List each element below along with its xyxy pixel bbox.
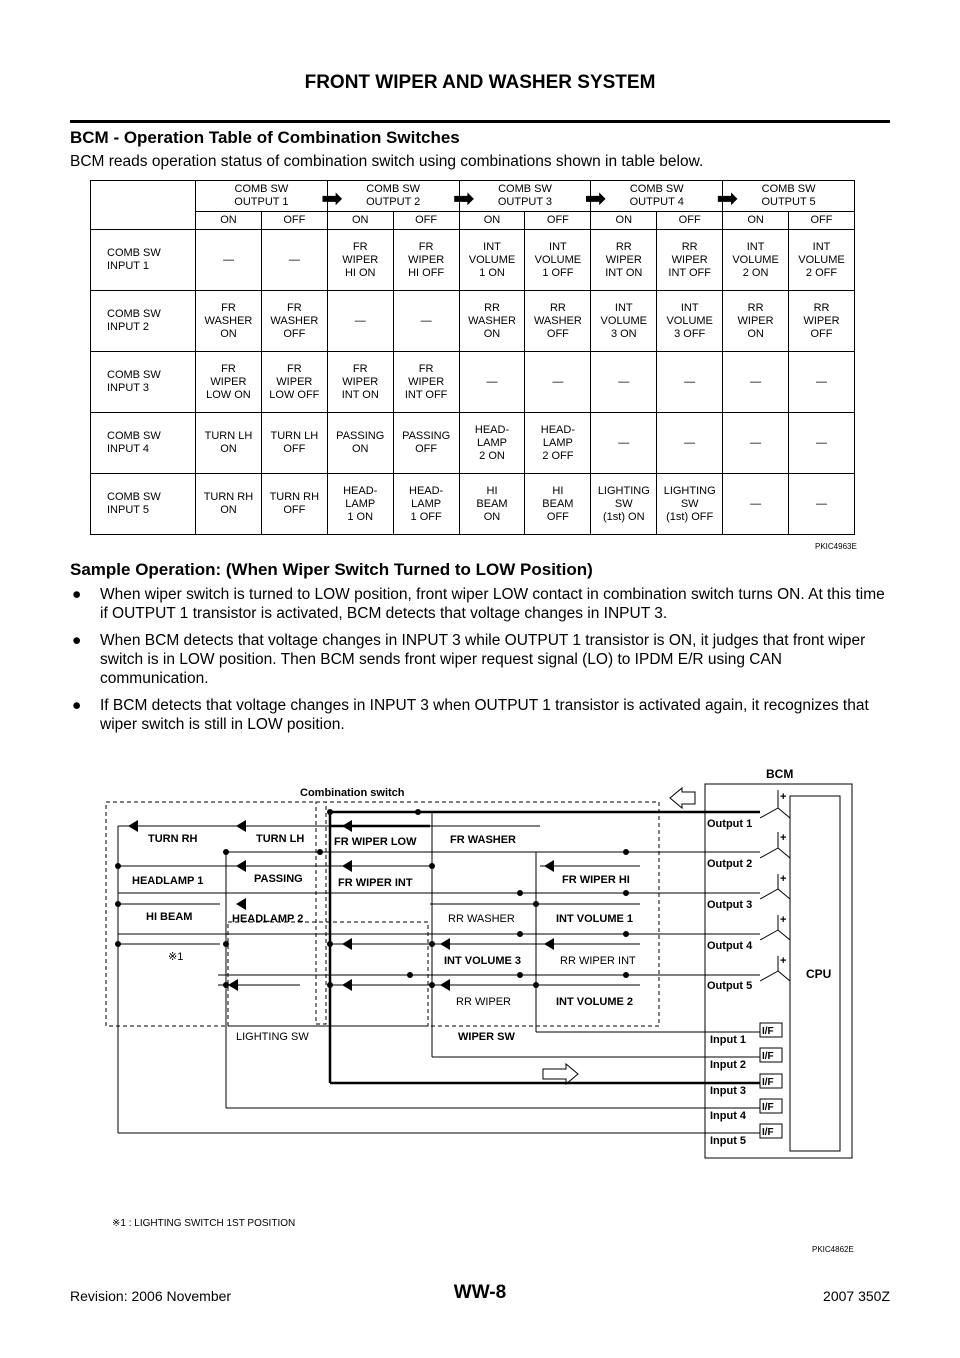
table-cell: —: [261, 230, 327, 291]
output-header-3: COMB SW OUTPUT 3 ➡: [459, 181, 591, 212]
footer-page-number: WW-8: [453, 1282, 507, 1303]
table-cell: —: [525, 352, 591, 413]
table-cell: FR WIPER INT OFF: [393, 352, 459, 413]
input-header: COMB SW INPUT 5: [91, 474, 196, 535]
table-cell: INT VOLUME 1 OFF: [525, 230, 591, 291]
state-cell: OFF: [657, 212, 723, 230]
if-label: I/F: [762, 1127, 774, 1138]
footer-model: 2007 350Z: [823, 1288, 890, 1304]
if-label: I/F: [762, 1026, 774, 1037]
input-2-label: Input 2: [710, 1059, 747, 1071]
table-cell: FR WIPER HI OFF: [393, 230, 459, 291]
table-cell: —: [591, 413, 657, 474]
input-3-label: Input 3: [710, 1085, 747, 1097]
diagram-figure-code: PKIC4862E: [812, 1245, 854, 1254]
state-cell: ON: [327, 212, 393, 230]
input-header: COMB SW INPUT 2: [91, 291, 196, 352]
if-label: I/F: [762, 1051, 774, 1062]
table-cell: FR WIPER LOW OFF: [261, 352, 327, 413]
table-cell: INT VOLUME 2 OFF: [789, 230, 855, 291]
bullet-icon: ●: [72, 632, 82, 649]
table-cell: HI BEAM ON: [459, 474, 525, 535]
table-figure-code: PKIC4963E: [815, 542, 857, 551]
page-title: FRONT WIPER AND WASHER SYSTEM: [304, 72, 656, 93]
lighting-sw-label: LIGHTING SW: [236, 1031, 309, 1043]
note-mark-label: ※1: [168, 951, 184, 963]
headlamp-1-label: HEADLAMP 1: [132, 875, 204, 887]
output-header-2: COMB SW OUTPUT 2 ➡: [327, 181, 459, 212]
arrow-icon: ➡: [452, 183, 475, 213]
state-cell: OFF: [789, 212, 855, 230]
output-1-label: Output 1: [707, 818, 753, 830]
state-cell: ON: [591, 212, 657, 230]
table-cell: RR WIPER ON: [723, 291, 789, 352]
table-cell: HEAD- LAMP 2 ON: [459, 413, 525, 474]
output-5-label: Output 5: [707, 980, 753, 992]
table-cell: RR WIPER OFF: [789, 291, 855, 352]
rr-wiper-int-label: RR WIPER INT: [560, 955, 636, 967]
table-cell: FR WIPER HI ON: [327, 230, 393, 291]
input-header: COMB SW INPUT 1: [91, 230, 196, 291]
table-cell: FR WIPER LOW ON: [196, 352, 262, 413]
table-cell: INT VOLUME 1 ON: [459, 230, 525, 291]
state-cell: OFF: [261, 212, 327, 230]
table-cell: FR WASHER ON: [196, 291, 262, 352]
table-cell: INT VOLUME 2 ON: [723, 230, 789, 291]
state-cell: ON: [459, 212, 525, 230]
headlamp-2-label: HEADLAMP 2: [232, 913, 304, 925]
table-cell: —: [591, 352, 657, 413]
table-cell: —: [723, 352, 789, 413]
output-2-label: Output 2: [707, 858, 753, 870]
output-3-label: Output 3: [707, 899, 753, 911]
table-cell: INT VOLUME 3 OFF: [657, 291, 723, 352]
input-5-label: Input 5: [710, 1135, 747, 1147]
table-cell: LIGHTING SW (1st) OFF: [657, 474, 723, 535]
table-cell: HI BEAM OFF: [525, 474, 591, 535]
arrow-icon: ➡: [716, 183, 739, 213]
input-header: COMB SW INPUT 4: [91, 413, 196, 474]
input-1-label: Input 1: [710, 1034, 747, 1046]
state-cell: ON: [196, 212, 262, 230]
table-cell: —: [393, 291, 459, 352]
bcm-label: BCM: [766, 767, 794, 781]
fr-wiper-low-label: FR WIPER LOW: [334, 836, 417, 848]
plus-icon: +: [780, 791, 787, 803]
turn-rh-label: TURN RH: [148, 833, 198, 845]
passing-label: PASSING: [254, 873, 303, 885]
input-header: COMB SW INPUT 3: [91, 352, 196, 413]
table-cell: —: [196, 230, 262, 291]
section-heading-operation-table: BCM - Operation Table of Combination Switches: [70, 128, 460, 147]
table-cell: —: [723, 474, 789, 535]
state-cell: OFF: [393, 212, 459, 230]
plus-icon: +: [780, 955, 787, 967]
table-cell: —: [657, 413, 723, 474]
int-volume-1-label: INT VOLUME 1: [556, 913, 634, 925]
table-cell: TURN RH OFF: [261, 474, 327, 535]
table-cell: —: [657, 352, 723, 413]
section-intro: BCM reads operation status of combination switch using combinations shown in table below.: [70, 153, 704, 170]
table-cell: FR WASHER OFF: [261, 291, 327, 352]
table-cell: FR WIPER INT ON: [327, 352, 393, 413]
fr-wiper-hi-label: FR WIPER HI: [562, 874, 630, 886]
turn-lh-label: TURN LH: [256, 833, 305, 845]
table-cell: —: [723, 413, 789, 474]
table-cell: TURN LH OFF: [261, 413, 327, 474]
output-4-label: Output 4: [707, 940, 753, 952]
table-cell: HEAD- LAMP 2 OFF: [525, 413, 591, 474]
state-cell: OFF: [525, 212, 591, 230]
bullet-icon: ●: [72, 586, 82, 603]
bullet-icon: ●: [72, 697, 82, 714]
plus-icon: +: [780, 914, 787, 926]
table-cell: —: [327, 291, 393, 352]
table-cell: RR WIPER INT ON: [591, 230, 657, 291]
bullet-item: ● If BCM detects that voltage changes in INPUT 3 when OUTPUT 1 transistor is activated again, it recognizes that wiper switch is still in LOW position.: [72, 697, 869, 733]
hi-beam-label: HI BEAM: [146, 911, 193, 923]
table-cell: —: [459, 352, 525, 413]
cpu-label: CPU: [806, 967, 832, 981]
input-4-label: Input 4: [710, 1110, 747, 1122]
diagram-footnote: ※1 : LIGHTING SWITCH 1ST POSITION: [112, 1218, 296, 1229]
plus-icon: +: [780, 873, 787, 885]
table-cell: PASSING ON: [327, 413, 393, 474]
if-label: I/F: [762, 1077, 774, 1088]
plus-icon: +: [780, 832, 787, 844]
table-cell: —: [789, 352, 855, 413]
table-cell: HEAD- LAMP 1 OFF: [393, 474, 459, 535]
table-cell: INT VOLUME 3 ON: [591, 291, 657, 352]
output-header-1: COMB SW OUTPUT 1 ➡: [196, 181, 328, 212]
bullet-item: ● When BCM detects that voltage changes in INPUT 3 while OUTPUT 1 transistor is ON, it judges that front wiper switch is in LOW position. Then BCM sends front wiper request signal (LO) to IPDM E/R using CAN communication.: [72, 632, 866, 687]
table-cell: —: [789, 413, 855, 474]
table-cell: RR WIPER INT OFF: [657, 230, 723, 291]
rr-wiper-label: RR WIPER: [456, 996, 511, 1008]
table-cell: RR WASHER OFF: [525, 291, 591, 352]
table-cell: TURN LH ON: [196, 413, 262, 474]
combination-switch-label: Combination switch: [300, 787, 405, 799]
section-heading-sample: Sample Operation: (When Wiper Switch Turned to LOW Position): [70, 560, 593, 579]
bullet-item: ● When wiper switch is turned to LOW position, front wiper LOW contact in combination switch turns ON. At this time if OUTPUT 1 transistor is activated, BCM detects that voltage changes in INPUT 3.: [72, 586, 885, 622]
if-label: I/F: [762, 1102, 774, 1113]
table-cell: RR WASHER ON: [459, 291, 525, 352]
table-cell: LIGHTING SW (1st) ON: [591, 474, 657, 535]
table-cell: PASSING OFF: [393, 413, 459, 474]
wiper-sw-label: WIPER SW: [458, 1031, 515, 1043]
arrow-icon: ➡: [320, 183, 343, 213]
int-volume-3-label: INT VOLUME 3: [444, 955, 522, 967]
table-cell: —: [789, 474, 855, 535]
output-header-4: COMB SW OUTPUT 4 ➡: [591, 181, 723, 212]
fr-wiper-int-label: FR WIPER INT: [338, 877, 413, 889]
rr-washer-label: RR WASHER: [448, 913, 515, 925]
arrow-icon: ➡: [584, 183, 607, 213]
int-volume-2-label: INT VOLUME 2: [556, 996, 634, 1008]
output-header-5: COMB SW OUTPUT 5: [723, 181, 855, 212]
table-cell: TURN RH ON: [196, 474, 262, 535]
footer-revision: Revision: 2006 November: [70, 1288, 232, 1304]
table-cell: HEAD- LAMP 1 ON: [327, 474, 393, 535]
fr-washer-label: FR WASHER: [450, 834, 516, 846]
state-cell: ON: [723, 212, 789, 230]
